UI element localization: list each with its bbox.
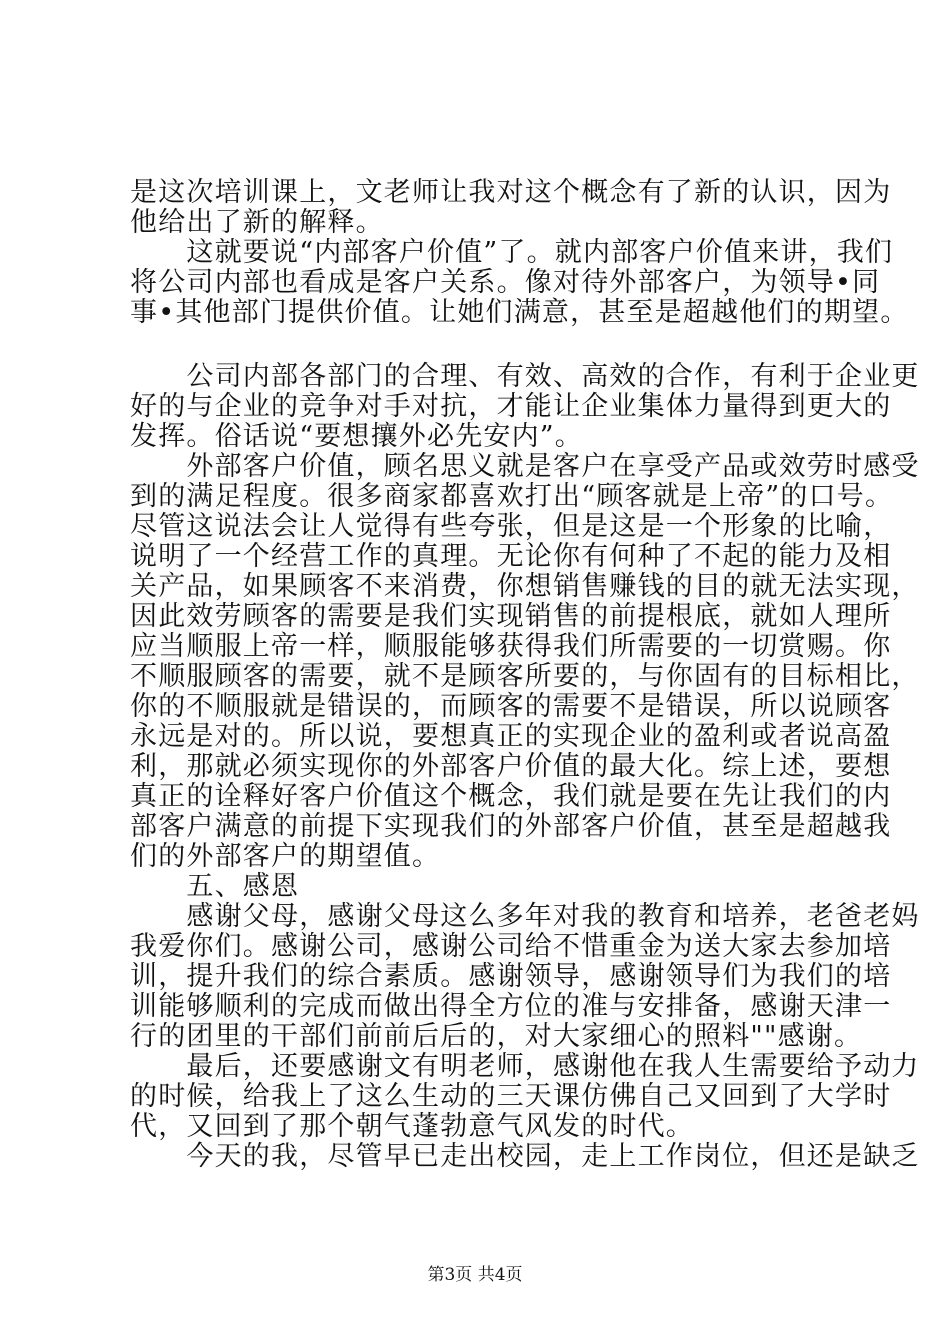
text-line: 的时候，给我上了这么生动的三天课仿佛自己又回到了大学时 xyxy=(130,1081,892,1112)
text-line: 训，提升我们的综合素质。感谢领导，感谢领导们为我们的培 xyxy=(130,961,892,992)
text-line: 永远是对的。所以说，要想真正的实现企业的盈利或者说高盈 xyxy=(130,721,892,752)
text-line: 利，那就必须实现你的外部客户价值的最大化。综上述，要想 xyxy=(130,751,892,782)
text-line: 事•其他部门提供价值。让她们满意，甚至是超越他们的期望。 xyxy=(130,297,909,328)
text-line: 们的外部客户的期望值。 xyxy=(130,841,441,872)
text-line: 最后，还要感谢文有明老师，感谢他在我人生需要给予动力 xyxy=(130,1051,920,1082)
text-line: 是这次培训课上，文老师让我对这个概念有了新的认识，因为 xyxy=(130,177,892,208)
text-line: 关产品，如果顾客不来消费，你想销售赚钱的目的就无法实现， xyxy=(130,571,920,602)
text-line: 发挥。俗话说“要想攘外必先安内”。 xyxy=(130,421,584,452)
text-line: 因此效劳顾客的需要是我们实现销售的前提根底，就如人理所 xyxy=(130,601,892,632)
text-line: 好的与企业的竞争对手对抗，才能让企业集体力量得到更大的 xyxy=(130,391,892,422)
text-line: 到的满足程度。很多商家都喜欢打出“顾客就是上帝”的口号。 xyxy=(130,481,894,512)
text-line: 你的不顺服就是错误的，而顾客的需要不是错误，所以说顾客 xyxy=(130,691,892,722)
text-line: 我爱你们。感谢公司，感谢公司给不惜重金为送大家去参加培 xyxy=(130,931,892,962)
text-line: 公司内部各部门的合理、有效、高效的合作，有利于企业更 xyxy=(130,361,920,392)
text-line: 说明了一个经营工作的真理。无论你有何种了不起的能力及相 xyxy=(130,541,892,572)
text-line: 尽管这说法会让人觉得有些夸张，但是这是一个形象的比喻， xyxy=(130,511,892,542)
text-line: 感谢父母，感谢父母这么多年对我的教育和培养，老爸老妈 xyxy=(130,901,920,932)
text-line: 将公司内部也看成是客户关系。像对待外部客户，为领导•同 xyxy=(130,267,881,298)
text-line: 这就要说“内部客户价值”了。就内部客户价值来讲，我们 xyxy=(130,237,894,268)
text-line: 不顺服顾客的需要，就不是顾客所要的，与你固有的目标相比， xyxy=(130,661,920,692)
text-line: 真正的诠释好客户价值这个概念，我们就是要在先让我们的内 xyxy=(130,781,892,812)
text-line: 应当顺服上帝一样，顺服能够获得我们所需要的一切赏赐。你 xyxy=(130,631,892,662)
text-line: 部客户满意的前提下实现我们的外部客户价值，甚至是超越我 xyxy=(130,811,892,842)
page-number-footer: 第3页 共4页 xyxy=(427,1265,523,1285)
section-heading: 五、感恩 xyxy=(130,871,300,902)
text-line: 外部客户价值，顾名思义就是客户在享受产品或效劳时感受 xyxy=(130,451,920,482)
text-line: 代，又回到了那个朝气蓬勃意气风发的时代。 xyxy=(130,1111,694,1142)
text-line: 行的团里的干部们前前后后的，对大家细心的照料""感谢。 xyxy=(130,1021,863,1052)
text-line: 今天的我，尽管早已走出校园，走上工作岗位，但还是缺乏 xyxy=(130,1141,920,1172)
text-line: 训能够顺利的完成而做出得全方位的准与安排备，感谢天津一 xyxy=(130,991,892,1022)
text-line: 他给出了新的解释。 xyxy=(130,207,384,238)
